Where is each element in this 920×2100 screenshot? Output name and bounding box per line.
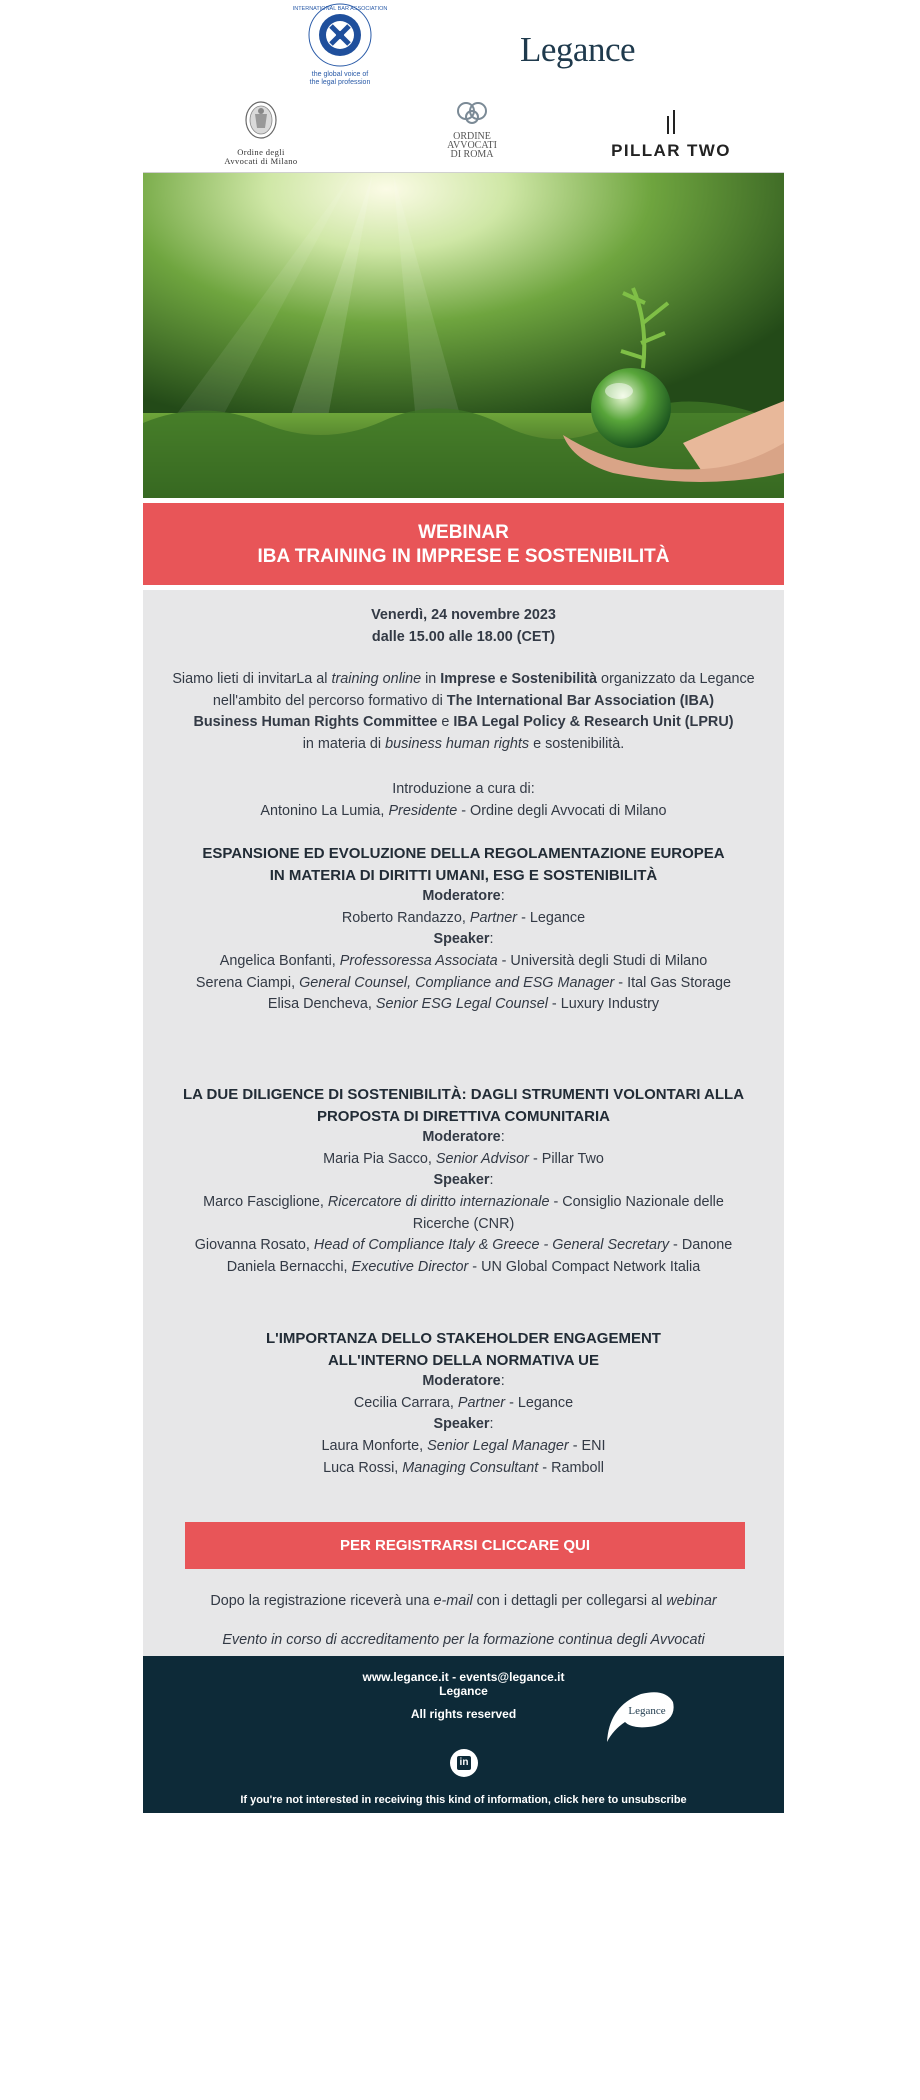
intro-text: Business Human Rights Committee	[193, 714, 438, 731]
speaker-name: Cecilia Carrara,	[353, 1394, 458, 1411]
linkedin-button[interactable]	[450, 1749, 478, 1777]
session-1	[143, 843, 784, 1016]
speaker-org: - Università degli Studi di Milano	[497, 952, 708, 969]
speaker-org: - Danone	[669, 1237, 733, 1254]
banner-line-2: IBA TRAINING IN IMPRESE E SOSTENIBILITÀ	[257, 546, 670, 567]
speaker-role: Partner	[457, 1394, 506, 1411]
speaker-label: Speaker	[433, 1172, 490, 1189]
speaker-role: Professoressa Associata	[339, 952, 498, 969]
speaker-org: - Ramboll	[538, 1459, 604, 1476]
label-colon: :	[489, 1172, 494, 1189]
legance-leaf-icon	[603, 1686, 677, 1744]
accreditation-note: Evento in corso di accreditamento per la formazione continua degli Avvocati	[222, 1632, 705, 1648]
speaker-org: - Ital Gas Storage	[614, 974, 732, 991]
speaker-org: - Legance	[505, 1394, 574, 1411]
banner-line-1: WEBINAR	[418, 522, 509, 543]
opening-label: Introduzione a cura di:	[392, 781, 535, 797]
iba-emblem-icon	[292, 2, 388, 70]
legance-logo: Legance	[520, 30, 636, 69]
speaker-org: - Legance	[517, 909, 586, 926]
speaker-role: Managing Consultant	[402, 1459, 539, 1476]
label-colon: :	[500, 888, 505, 905]
intro-text: organizzato da Legance	[597, 671, 755, 687]
speaker-line	[143, 994, 784, 1016]
ordine-milano-logo	[211, 100, 311, 166]
speaker-role: Senior Advisor	[435, 1150, 529, 1167]
session-3	[143, 1328, 784, 1479]
footer-logo-text: Legance	[628, 1705, 666, 1717]
milano-line-2: Avvocati di Milano	[224, 156, 298, 166]
speaker-name: Daniela Bernacchi,	[226, 1258, 352, 1275]
event-content	[143, 590, 784, 1656]
note-text: e-mail	[433, 1593, 473, 1609]
intro-text: Imprese e Sostenibilità	[440, 671, 598, 687]
milano-line-1: Ordine degli	[237, 147, 285, 157]
footer-company: Legance	[439, 1684, 488, 1698]
pillar-two-text: PILLAR TWO	[611, 141, 731, 160]
register-button[interactable]: PER REGISTRARSI CLICCARE QUI	[185, 1522, 745, 1569]
speaker-label: Speaker	[433, 1416, 490, 1433]
forest-globe-illustration	[143, 173, 784, 498]
intro-text: e	[437, 714, 454, 731]
iba-ring-text: INTERNATIONAL BAR ASSOCIATION	[292, 6, 388, 12]
speaker-line	[173, 1257, 754, 1279]
speaker-role: Partner	[469, 909, 518, 926]
speaker-org: - Consiglio Nazionale delle Ricerche (CNR)	[412, 1193, 724, 1232]
intro-text: training online	[331, 671, 422, 687]
ordine-roma-logo	[441, 100, 503, 159]
logo-header	[143, 0, 784, 172]
moderator-line	[143, 1393, 784, 1415]
linkedin-icon: in	[457, 1756, 471, 1770]
roma-line-2: AVVOCATI	[447, 140, 497, 151]
event-date: Venerdì, 24 novembre 2023	[371, 607, 556, 623]
speaker-role: Presidente	[388, 802, 458, 819]
iba-tagline: the global voice of the legal profession	[309, 71, 371, 86]
intro-paragraph	[143, 669, 784, 755]
speaker-name: Maria Pia Sacco,	[323, 1150, 436, 1167]
moderator-label: Moderatore	[422, 1129, 501, 1146]
speaker-line	[143, 1436, 784, 1458]
session-title: IN MATERIA DI DIRITTI UMANI, ESG E SOSTENIBILITÀ	[269, 866, 658, 884]
intro-text: business human rights	[385, 735, 530, 752]
speaker-line	[143, 1458, 784, 1480]
unsubscribe-link[interactable]: If you're not interested in receiving this kind of information, click here to unsubscribe	[240, 1794, 687, 1806]
footer-rights: All rights reserved	[410, 1707, 517, 1721]
label-colon: :	[489, 1416, 494, 1433]
speaker-name: Giovanna Rosato,	[194, 1237, 314, 1254]
speaker-name: Antonino La Lumia,	[260, 802, 389, 819]
footer	[143, 1656, 784, 1813]
speaker-role: General Counsel, Compliance and ESG Manager	[299, 974, 615, 991]
intro-text: IBA Legal Policy & Research Unit (LPRU)	[453, 714, 734, 731]
post-registration-note	[143, 1591, 784, 1613]
speaker-org: - Ordine degli Avvocati di Milano	[457, 802, 667, 819]
intro-text: nell'ambito del percorso formativo di	[212, 692, 447, 709]
newsletter	[143, 0, 784, 1806]
speaker-role: Senior ESG Legal Counsel	[375, 996, 548, 1013]
roma-line-3: DI ROMA	[450, 149, 494, 160]
intro-text: Siamo lieti di invitarLa al	[172, 671, 332, 687]
speaker-name: Elisa Dencheva,	[267, 996, 376, 1013]
speaker-line	[173, 1192, 754, 1235]
note-text: con i dettagli per collegarsi al	[472, 1593, 667, 1609]
footer-links[interactable]: www.legance.it - events@legance.it	[362, 1670, 565, 1684]
speaker-org: - ENI	[568, 1437, 606, 1454]
speaker-line	[143, 951, 784, 973]
speaker-name: Laura Monforte,	[321, 1437, 428, 1454]
speaker-line	[143, 973, 784, 995]
webinar-banner	[143, 503, 784, 585]
label-colon: :	[489, 931, 494, 948]
speaker-name: Luca Rossi,	[323, 1459, 403, 1476]
session-title: ESPANSIONE ED EVOLUZIONE DELLA REGOLAMENTAZIONE EUROPEA	[202, 845, 725, 862]
speaker-org: - Luxury Industry	[547, 996, 660, 1013]
speaker-name: Angelica Bonfanti,	[219, 952, 340, 969]
pillar-icon	[661, 110, 681, 134]
speaker-name: Roberto Randazzo,	[341, 909, 470, 926]
moderator-label: Moderatore	[422, 888, 501, 905]
intro-text: in materia di	[302, 735, 386, 752]
session-title: LA DUE DILIGENCE DI SOSTENIBILITÀ: DAGLI STRUMENTI VOLONTARI ALLA	[182, 1086, 745, 1103]
speaker-org: - Pillar Two	[528, 1150, 604, 1167]
speaker-role: Executive Director	[351, 1258, 469, 1275]
intro-text: The International Bar Association (IBA)	[446, 692, 715, 709]
intro-text: e sostenibilità.	[529, 735, 625, 752]
speaker-org: - UN Global Compact Network Italia	[468, 1258, 701, 1275]
moderator-label: Moderatore	[422, 1373, 501, 1390]
session-title: L'IMPORTANZA DELLO STAKEHOLDER ENGAGEMENT	[266, 1330, 661, 1347]
pillar-two-logo	[609, 110, 733, 161]
note-text: Dopo la registrazione riceverà una	[210, 1593, 434, 1609]
seal-icon	[244, 100, 278, 140]
moderator-line	[143, 908, 784, 930]
iba-logo	[292, 2, 388, 87]
note-text: webinar	[666, 1593, 717, 1609]
speaker-name: Marco Fasciglione,	[203, 1193, 328, 1210]
speaker-line	[173, 1235, 754, 1257]
legance-footer-logo	[603, 1686, 677, 1749]
roma-line-1: ORDINE	[453, 131, 491, 142]
speaker-role: Ricercatore di diritto internazionale	[327, 1193, 550, 1210]
session-2	[173, 1084, 754, 1278]
intro-text: in	[421, 671, 441, 687]
opening-section	[143, 779, 784, 822]
event-time: dalle 15.00 alle 18.00 (CET)	[371, 628, 556, 645]
label-colon: :	[500, 1373, 505, 1390]
speaker-name: Serena Ciampi,	[195, 974, 300, 991]
moderator-line	[173, 1149, 754, 1171]
roma-emblem-icon	[455, 100, 489, 126]
session-title: ALL'INTERNO DELLA NORMATIVA UE	[327, 1351, 600, 1369]
hero-image	[143, 173, 784, 498]
label-colon: :	[500, 1129, 505, 1146]
session-title: PROPOSTA DI DIRETTIVA COMUNITARIA	[316, 1107, 611, 1125]
speaker-role: Head of Compliance Italy & Greece - General Secretary	[313, 1237, 670, 1254]
speaker-role: Senior Legal Manager	[427, 1437, 569, 1454]
speaker-label: Speaker	[433, 931, 490, 948]
